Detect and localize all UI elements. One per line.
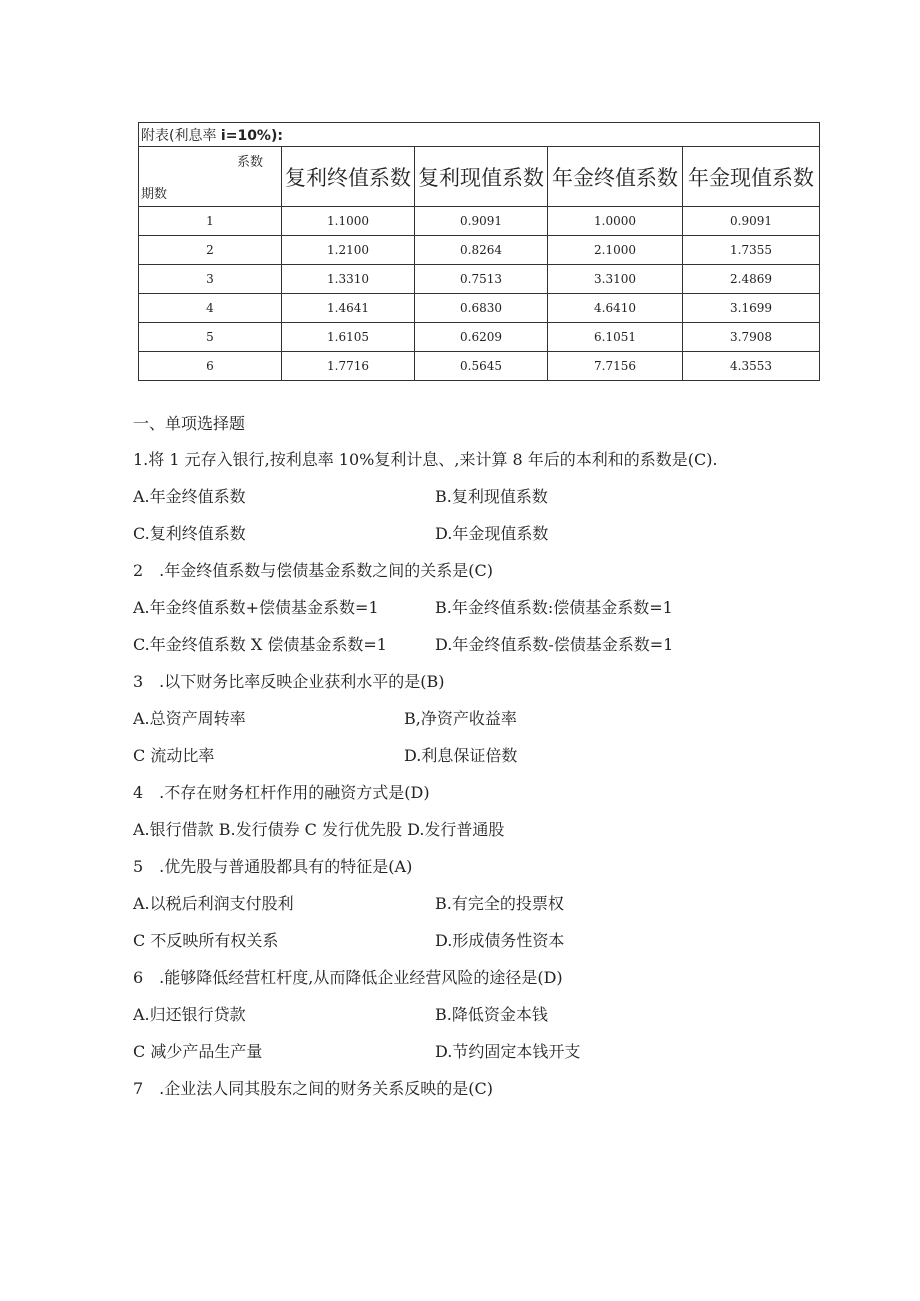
table-row — [139, 323, 820, 352]
corner-label-coefficient: 系数 — [236, 155, 263, 170]
table-row — [139, 265, 820, 294]
option-c: C 减少产品生产量 — [133, 1042, 263, 1061]
value-cell: 1.7716 — [282, 352, 415, 381]
value-cell: 0.8264 — [415, 236, 548, 265]
value-cell: 3.1699 — [683, 294, 820, 323]
option-b: B.复利现值系数 — [435, 487, 548, 506]
period-cell: 1 — [139, 207, 282, 236]
value-cell: 0.9091 — [683, 207, 820, 236]
question-stem: 2 .年金终值系数与偿债基金系数之间的关系是(C) — [133, 561, 493, 580]
option-b: B.年金终值系数:偿债基金系数=1 — [435, 598, 673, 617]
value-cell: 0.7513 — [415, 265, 548, 294]
corner-label-period: 期数 — [141, 187, 168, 202]
question-stem: 1.将 1 元存入银行,按利息率 10%复利计息、,来计算 8 年后的本利和的系数是(C). — [133, 450, 718, 469]
value-cell: 1.3310 — [282, 265, 415, 294]
value-cell: 4.6410 — [548, 294, 683, 323]
option-d: D.年金现值系数 — [435, 524, 549, 543]
option-b: B.有完全的投票权 — [435, 894, 564, 913]
section-title: 一、单项选择题 — [133, 414, 246, 433]
option-b: B,净资产收益率 — [404, 709, 517, 728]
question-stem: 3 .以下财务比率反映企业获利水平的是(B) — [133, 672, 445, 691]
option-c: C.复利终值系数 — [133, 524, 246, 543]
option-c: C 不反映所有权关系 — [133, 931, 279, 950]
value-cell: 7.7156 — [548, 352, 683, 381]
value-cell: 0.9091 — [415, 207, 548, 236]
value-cell: 0.6209 — [415, 323, 548, 352]
value-cell: 1.4641 — [282, 294, 415, 323]
question-stem: 5 .优先股与普通股都具有的特征是(A) — [133, 857, 413, 876]
caption-prefix: 附表(利息率 — [141, 127, 221, 144]
table-caption — [139, 123, 820, 147]
options-inline: A.银行借款 B.发行债券 C 发行优先股 D.发行普通股 — [133, 820, 505, 839]
value-cell: 1.6105 — [282, 323, 415, 352]
table-caption-row — [139, 123, 820, 147]
option-c: C 流动比率 — [133, 746, 215, 765]
option-a: A.归还银行贷款 — [133, 1005, 246, 1024]
table-row — [139, 207, 820, 236]
column-header: 复利现值系数 — [415, 147, 548, 207]
table-row — [139, 294, 820, 323]
value-cell: 4.3553 — [683, 352, 820, 381]
column-header: 年金现值系数 — [683, 147, 820, 207]
value-cell: 1.7355 — [683, 236, 820, 265]
value-cell: 1.0000 — [548, 207, 683, 236]
question-stem: 7 .企业法人同其股东之间的财务关系反映的是(C) — [133, 1079, 493, 1098]
table-row — [139, 352, 820, 381]
question-stem: 4 .不存在财务杠杆作用的融资方式是(D) — [133, 783, 430, 802]
option-d: D.形成债务性资本 — [435, 931, 565, 950]
column-header: 年金终值系数 — [548, 147, 683, 207]
corner-header — [139, 147, 282, 207]
value-cell: 0.6830 — [415, 294, 548, 323]
option-a: A.年金终值系数+偿债基金系数=1 — [133, 598, 379, 617]
period-cell: 3 — [139, 265, 282, 294]
period-cell: 5 — [139, 323, 282, 352]
option-a: A.以税后利润支付股利 — [133, 894, 294, 913]
option-c: C.年金终值系数 X 偿债基金系数=1 — [133, 635, 387, 654]
value-cell: 1.2100 — [282, 236, 415, 265]
value-cell: 2.1000 — [548, 236, 683, 265]
question-stem: 6 .能够降低经营杠杆度,从而降低企业经营风险的途径是(D) — [133, 968, 563, 987]
option-a: A.年金终值系数 — [133, 487, 246, 506]
period-cell: 2 — [139, 236, 282, 265]
caption-rate: i=10%): — [220, 127, 283, 144]
interest-coefficient-table — [138, 122, 820, 381]
value-cell: 3.7908 — [683, 323, 820, 352]
value-cell: 2.4869 — [683, 265, 820, 294]
value-cell: 6.1051 — [548, 323, 683, 352]
value-cell: 3.3100 — [548, 265, 683, 294]
value-cell: 1.1000 — [282, 207, 415, 236]
option-b: B.降低资金本钱 — [435, 1005, 548, 1024]
option-d: D.节约固定本钱开支 — [435, 1042, 581, 1061]
column-header: 复利终值系数 — [282, 147, 415, 207]
value-cell: 0.5645 — [415, 352, 548, 381]
period-cell: 4 — [139, 294, 282, 323]
table-row — [139, 236, 820, 265]
option-d: D.年金终值系数-偿债基金系数=1 — [435, 635, 674, 654]
option-d: D.利息保证倍数 — [404, 746, 518, 765]
table-header-row — [139, 147, 820, 207]
period-cell: 6 — [139, 352, 282, 381]
option-a: A.总资产周转率 — [133, 709, 246, 728]
